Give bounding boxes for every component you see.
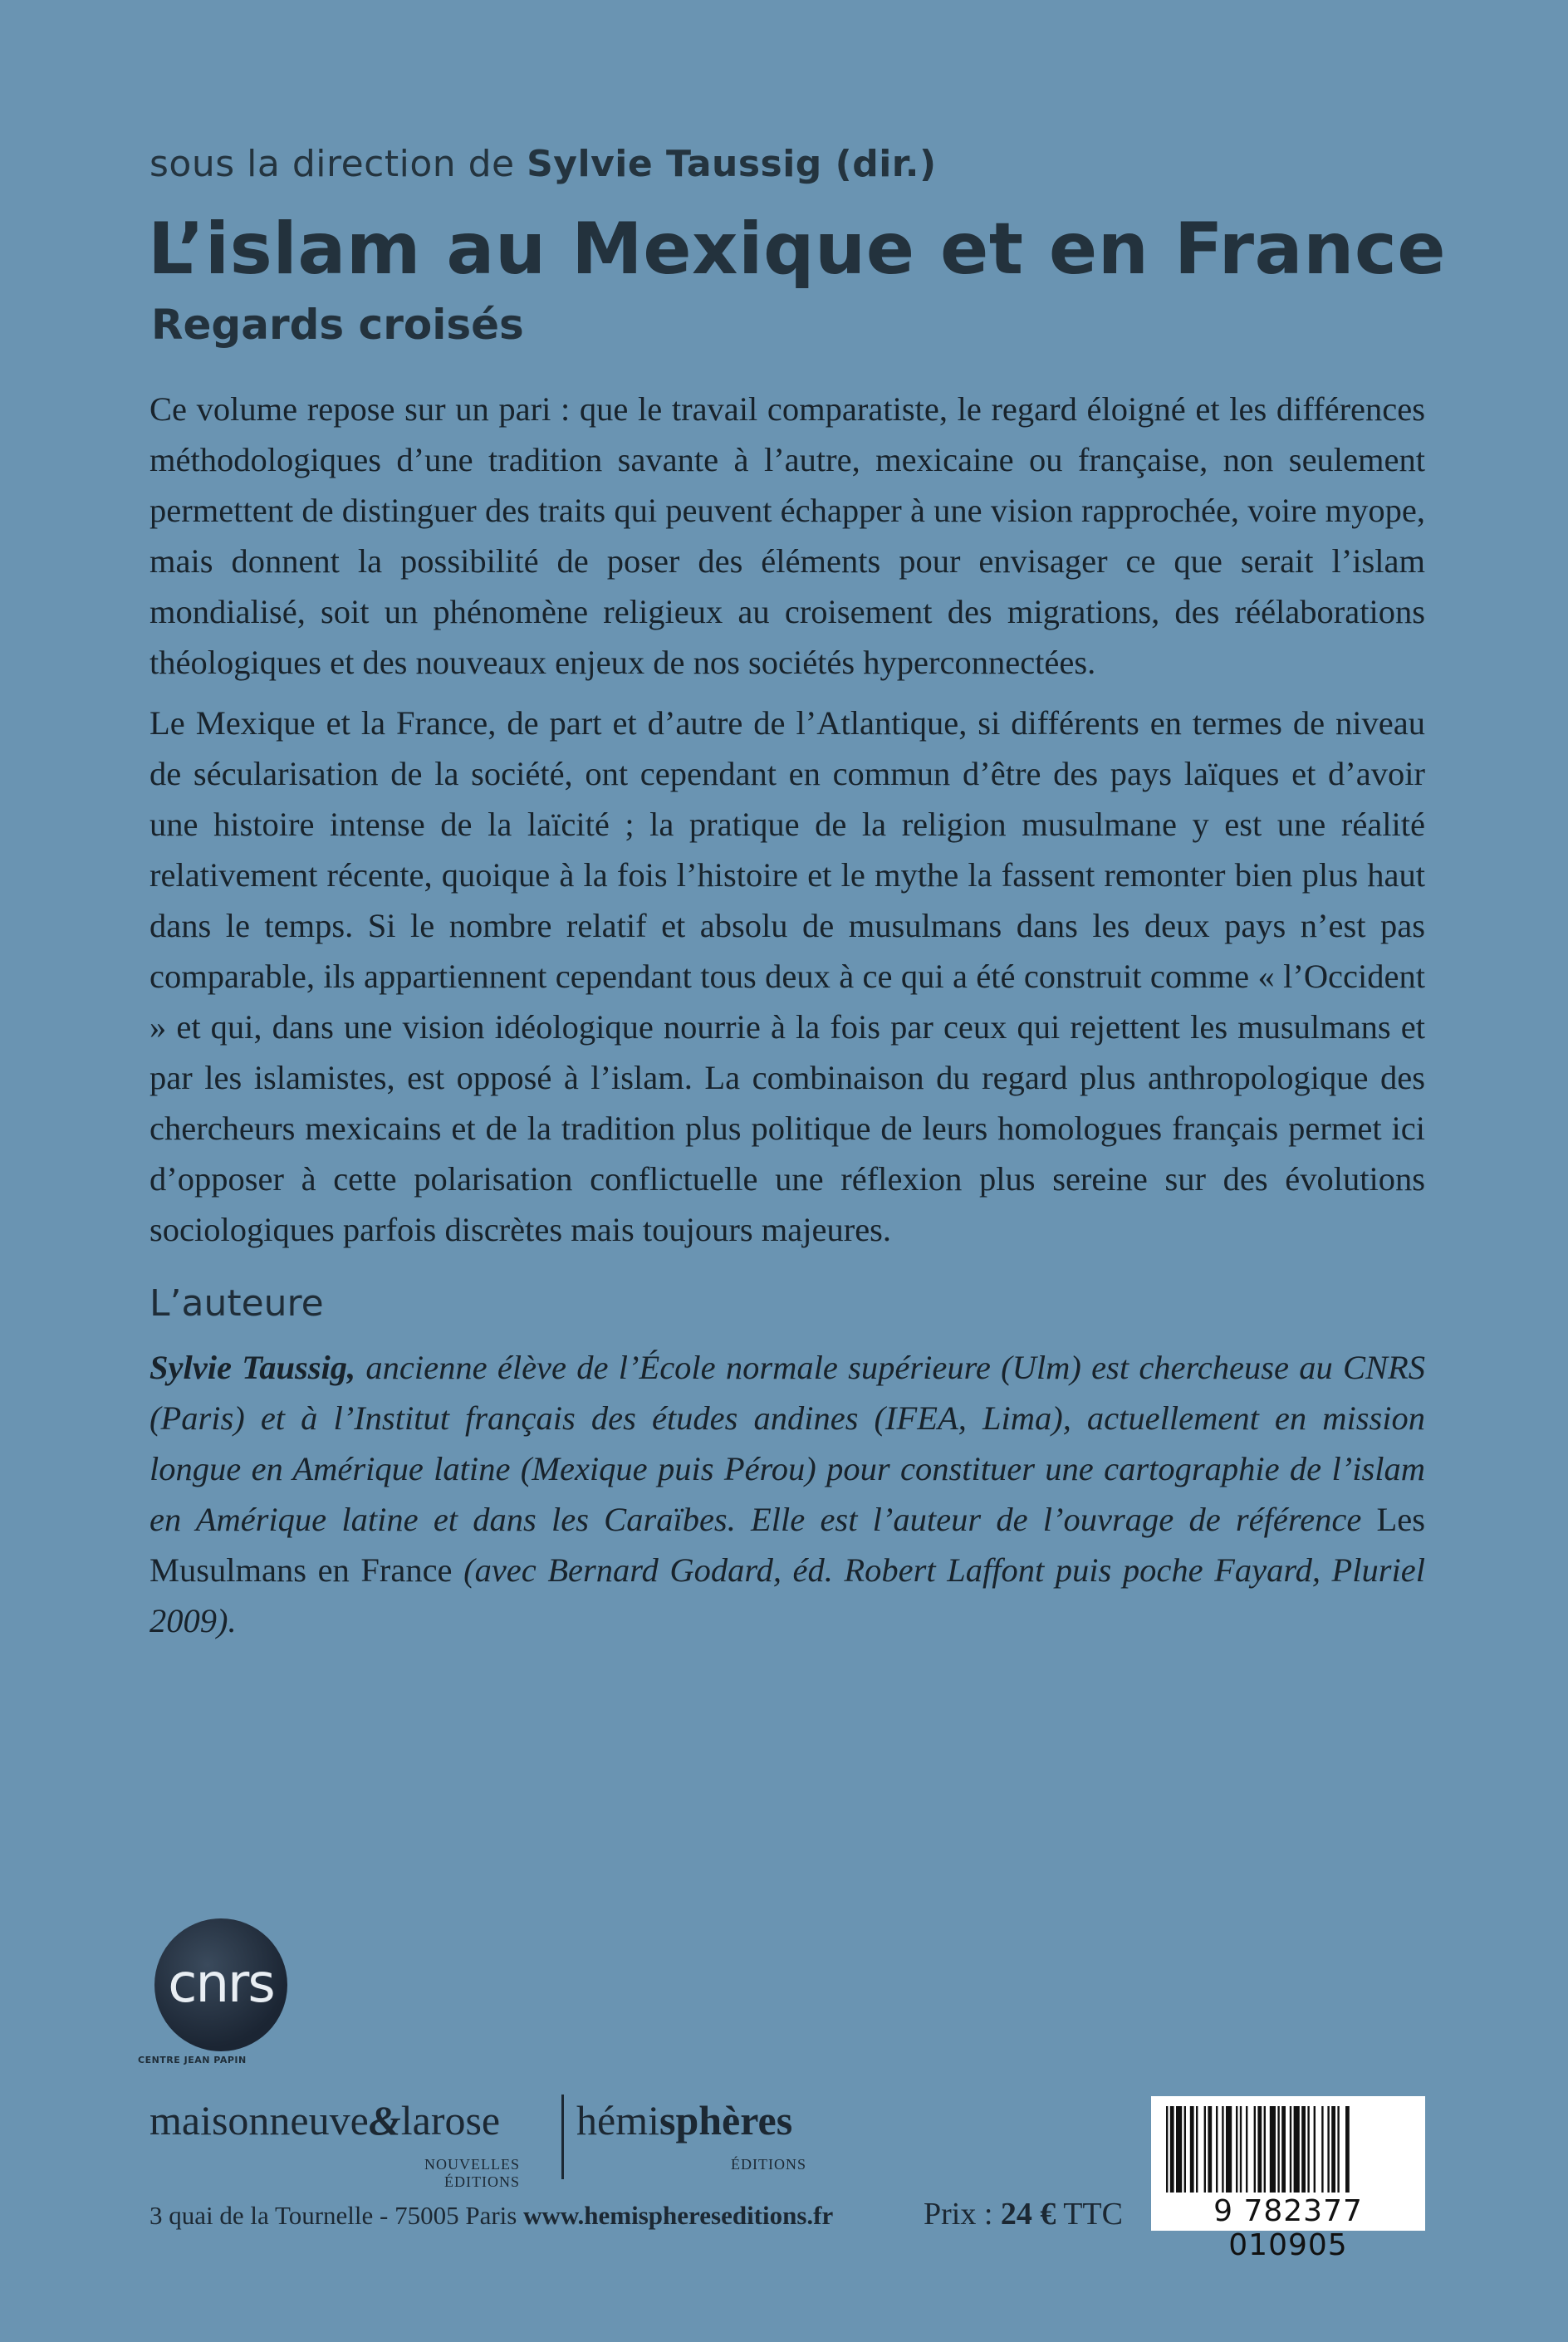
barcode-bar — [1216, 2106, 1218, 2193]
price-label: Prix : 24 € TTC — [924, 2197, 1123, 2232]
publisher-address: 3 quai de la Tournelle - 75005 Paris www.hemisphereseditions.fr — [149, 2201, 834, 2230]
barcode-bar — [1331, 2106, 1335, 2193]
barcode-bar — [1277, 2106, 1279, 2193]
barcode-bar — [1208, 2106, 1212, 2193]
barcode-bar — [1176, 2106, 1182, 2193]
publisher-divider — [561, 2095, 564, 2179]
maisonneuve-larose-logo: maisonneuve&larose — [149, 2097, 501, 2144]
barcode-bar — [1190, 2106, 1194, 2193]
hemispheres-logo: hémisphères — [576, 2097, 793, 2144]
barcode-bar — [1226, 2106, 1232, 2193]
barcode-bar — [1254, 2106, 1256, 2193]
barcode-bar — [1246, 2106, 1247, 2193]
barcode-bar — [1264, 2106, 1266, 2193]
barcode-bar — [1184, 2106, 1186, 2193]
blurb — [149, 384, 1425, 1265]
barcode-bar — [1290, 2106, 1291, 2193]
barcode-bar — [1327, 2106, 1329, 2193]
isbn-number: 9 782377 010905 — [1213, 2194, 1363, 2262]
barcode-bar — [1270, 2106, 1276, 2193]
barcode-bar — [1314, 2106, 1316, 2193]
hemispheres-subtitle: ÉDITIONS — [731, 2156, 806, 2173]
author-heading: L’auteure — [149, 1282, 324, 1325]
cnrs-logo: cnrs — [154, 1918, 287, 2051]
blurb-paragraph-2: Le Mexique et la France, de part et d’autre de l’Atlantique, si différents en termes de niveau de sécularisation de la société, ont cependant en commun d’être des pays laïques et d’avoir une histoire intense de la laïcité ; la pratique de la religion musulmane y est une réalité relativement récente, quoique à la fois l’histoire et le mythe la fassent remonter bien plus haut dans le temps. Si le nombre relatif et absolu de musulmans dans les deux pays n’est pas comparable, ils appartiennent cependant tous deux à ce qui a été construit comme « l’Occident » et qui, dans une vision idéologique nourrie à la fois par ceux qui rejettent les musulmans et par les islamistes, est opposé à l’islam. La combinaison du regard plus anthropologique des chercheurs mexicains et de la tradition plus politique de leurs homologues français permet ici d’opposer à cette polarisation conflictuelle une réflexion plus sereine sur des évolutions sociologiques parfois discrètes mais toujours majeures. — [149, 704, 1425, 1248]
publisher-website: www.hemisphereseditions.fr — [523, 2201, 834, 2230]
barcode-bar — [1321, 2106, 1323, 2193]
reference-book-title: Les Musulmans en France — [149, 1501, 1425, 1589]
barcode-bar — [1294, 2106, 1300, 2193]
barcode-bar — [1307, 2106, 1309, 2193]
barcode-bar — [1281, 2106, 1286, 2193]
blurb-paragraph-1: Ce volume repose sur un pari : que le travail comparatiste, le regard éloigné et les différences méthodologiques d’une tradition savante à l’autre, mexicaine ou française, non seulement permettent de distinguer des traits qui peuvent échapper à une vision rapprochée, voire myope, mais donnent la possibilité de poser des éléments pour envisager ce que serait l’islam mondialisé, soit un phénomène religieux au croisement des migrations, des réélaborations théologiques et des nouveaux enjeux de nos sociétés hyperconnectées. — [149, 390, 1425, 681]
book-title: L’islam au Mexique et en France — [148, 208, 1447, 291]
barcode-bar — [1257, 2106, 1262, 2193]
barcode-bar — [1236, 2106, 1237, 2193]
barcode-bar — [1240, 2106, 1242, 2193]
barcode-bar — [1337, 2106, 1339, 2193]
barcode-bar — [1196, 2106, 1198, 2193]
editor-name: Sylvie Taussig (dir.) — [527, 143, 937, 185]
barcode-bar — [1301, 2106, 1306, 2193]
barcode-bar — [1222, 2106, 1223, 2193]
editor-byline: sous la direction de Sylvie Taussig (dir.) — [149, 143, 937, 185]
barcode-bar — [1166, 2106, 1168, 2193]
price-value: 24 € — [1000, 2197, 1056, 2232]
cnrs-centre-label: CENTRE JEAN PAPIN — [138, 2055, 247, 2065]
author-name: Sylvie Taussig, — [149, 1349, 356, 1386]
barcode-bar — [1204, 2106, 1206, 2193]
barcode-bars — [1163, 2106, 1414, 2193]
barcode-bar — [1345, 2106, 1350, 2193]
barcode-bar — [1170, 2106, 1174, 2193]
maisonneuve-larose-subtitle: NOUVELLES ÉDITIONS — [424, 2156, 520, 2190]
isbn-barcode — [1151, 2096, 1425, 2262]
author-bio: Sylvie Taussig, ancienne élève de l’École normale supérieure (Ulm) est chercheuse au CNRS (Paris) et à l’Institut français des études andines (IFEA, Lima), actuellement en mission longue en Amérique latine (Mexique puis Pérou) pour constituer une cartographie de l’islam en Amérique latine et dans les Caraïbes. Elle est l’auteur de l’ouvrage de référence Les Musulmans en France (avec Bernard Godard, éd. Robert Laffont puis poche Fayard, Pluriel 2009). — [149, 1349, 1426, 1639]
book-subtitle: Regards croisés — [151, 301, 524, 349]
